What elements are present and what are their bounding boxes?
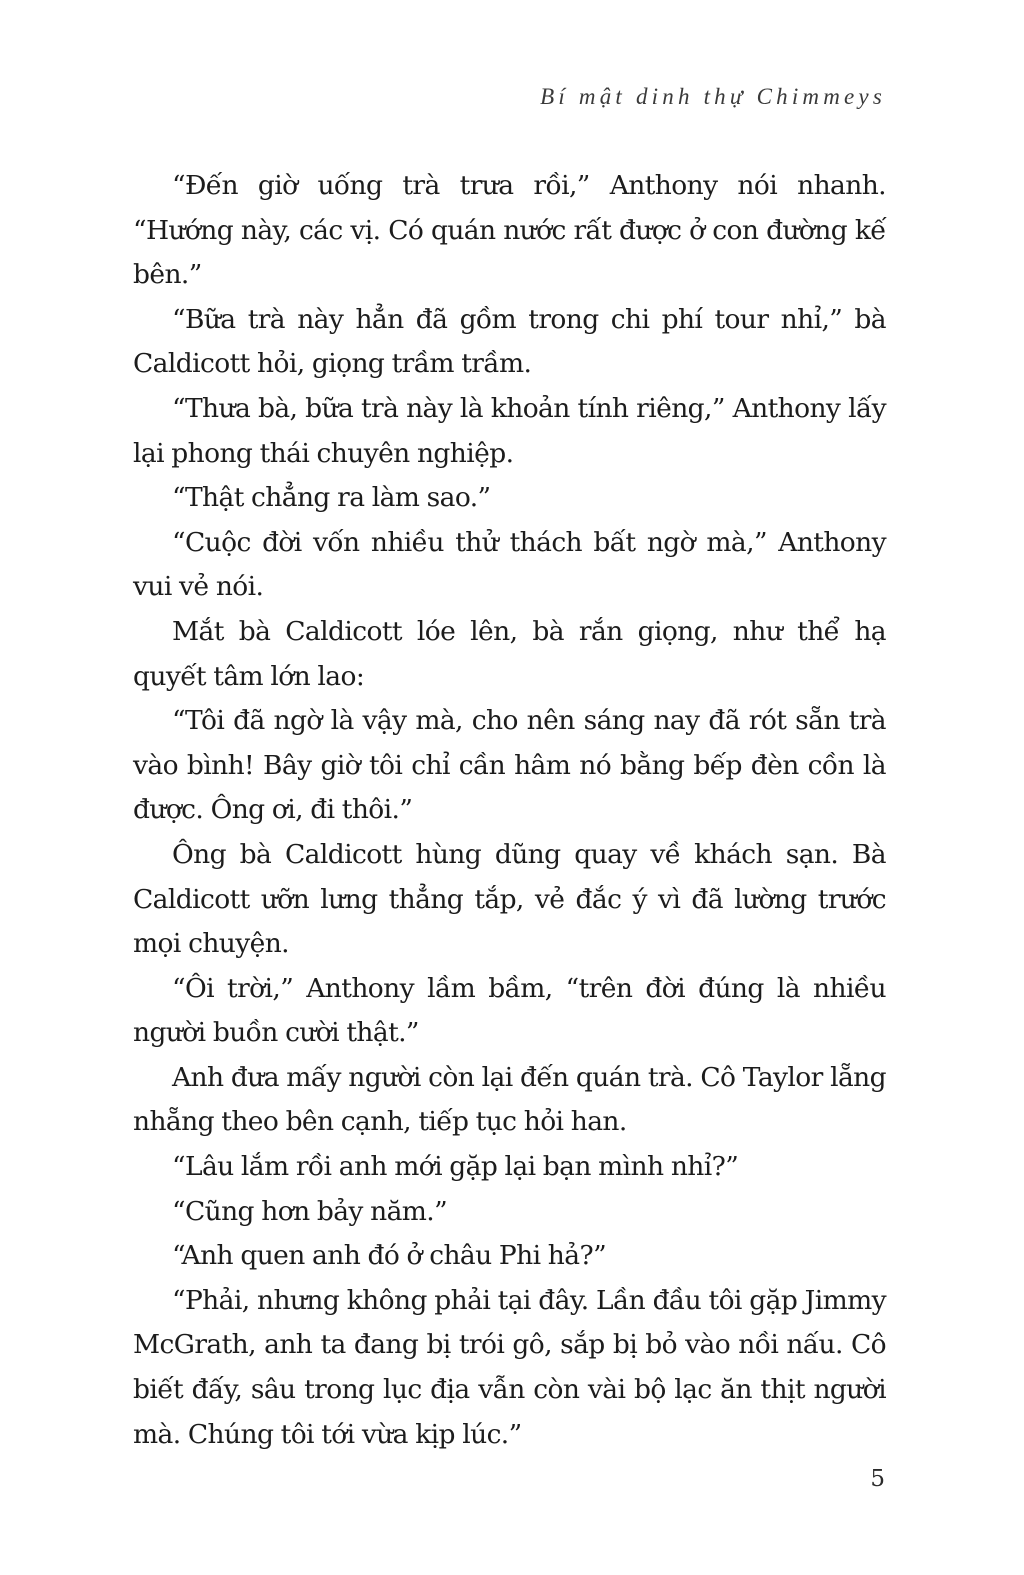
paragraph: “Đến giờ uống trà trưa rồi,” Anthony nói nhanh. “Hướng này, các vị. Có quán nước rất được ở con đường kế bên.” [133, 170, 886, 291]
paragraph: Mắt bà Caldicott lóe lên, bà rắn giọng, như thể hạ quyết tâm lớn lao: [133, 615, 886, 692]
running-header: Bí mật dinh thự Chimmeys [540, 84, 886, 109]
paragraph: Anh đưa mấy người còn lại đến quán trà. Cô Taylor lẵng nhẵng theo bên cạnh, tiếp tục hỏi han. [133, 1061, 886, 1138]
body-text [133, 164, 886, 1457]
paragraph: “Lâu lắm rồi anh mới gặp lại bạn mình nhỉ?” [172, 1151, 739, 1183]
paragraph: “Cũng hơn bảy năm.” [172, 1195, 448, 1227]
paragraph: Ông bà Caldicott hùng dũng quay về khách sạn. Bà Caldicott ưỡn lưng thẳng tắp, vẻ đắc ý vì đã lường trước mọi chuyện. [133, 838, 886, 960]
paragraph: “Phải, nhưng không phải tại đây. Lần đầu tôi gặp Jimmy McGrath, anh ta đang bị trói gô, sắp bị bỏ vào nồi nấu. Cô biết đấy, sâu trong lục địa vẫn còn vài bộ lạc ăn thịt người mà. Chúng tôi tới vừa kịp lúc.” [133, 1284, 886, 1450]
paragraph: “Thật chẳng ra làm sao.” [172, 482, 491, 514]
paragraph: “Cuộc đời vốn nhiều thử thách bất ngờ mà,” Anthony vui vẻ nói. [133, 526, 886, 603]
paragraph: “Tôi đã ngờ là vậy mà, cho nên sáng nay đã rót sẵn trà vào bình! Bây giờ tôi chỉ cần hâm nó bằng bếp đèn cồn là được. Ông ơi, đi thôi.” [133, 705, 886, 826]
paragraph: “Thưa bà, bữa trà này là khoản tính riêng,” Anthony lấy lại phong thái chuyên nghiệp. [133, 392, 886, 469]
paragraph: “Ôi trời,” Anthony lầm bầm, “trên đời đúng là nhiều người buồn cười thật.” [133, 972, 886, 1049]
page-number: 5 [870, 1466, 885, 1492]
paragraph: “Bữa trà này hẳn đã gồm trong chi phí tour nhỉ,” bà Caldicott hỏi, giọng trầm trầm. [133, 303, 886, 380]
paragraph: “Anh quen anh đó ở châu Phi hả?” [172, 1240, 607, 1272]
